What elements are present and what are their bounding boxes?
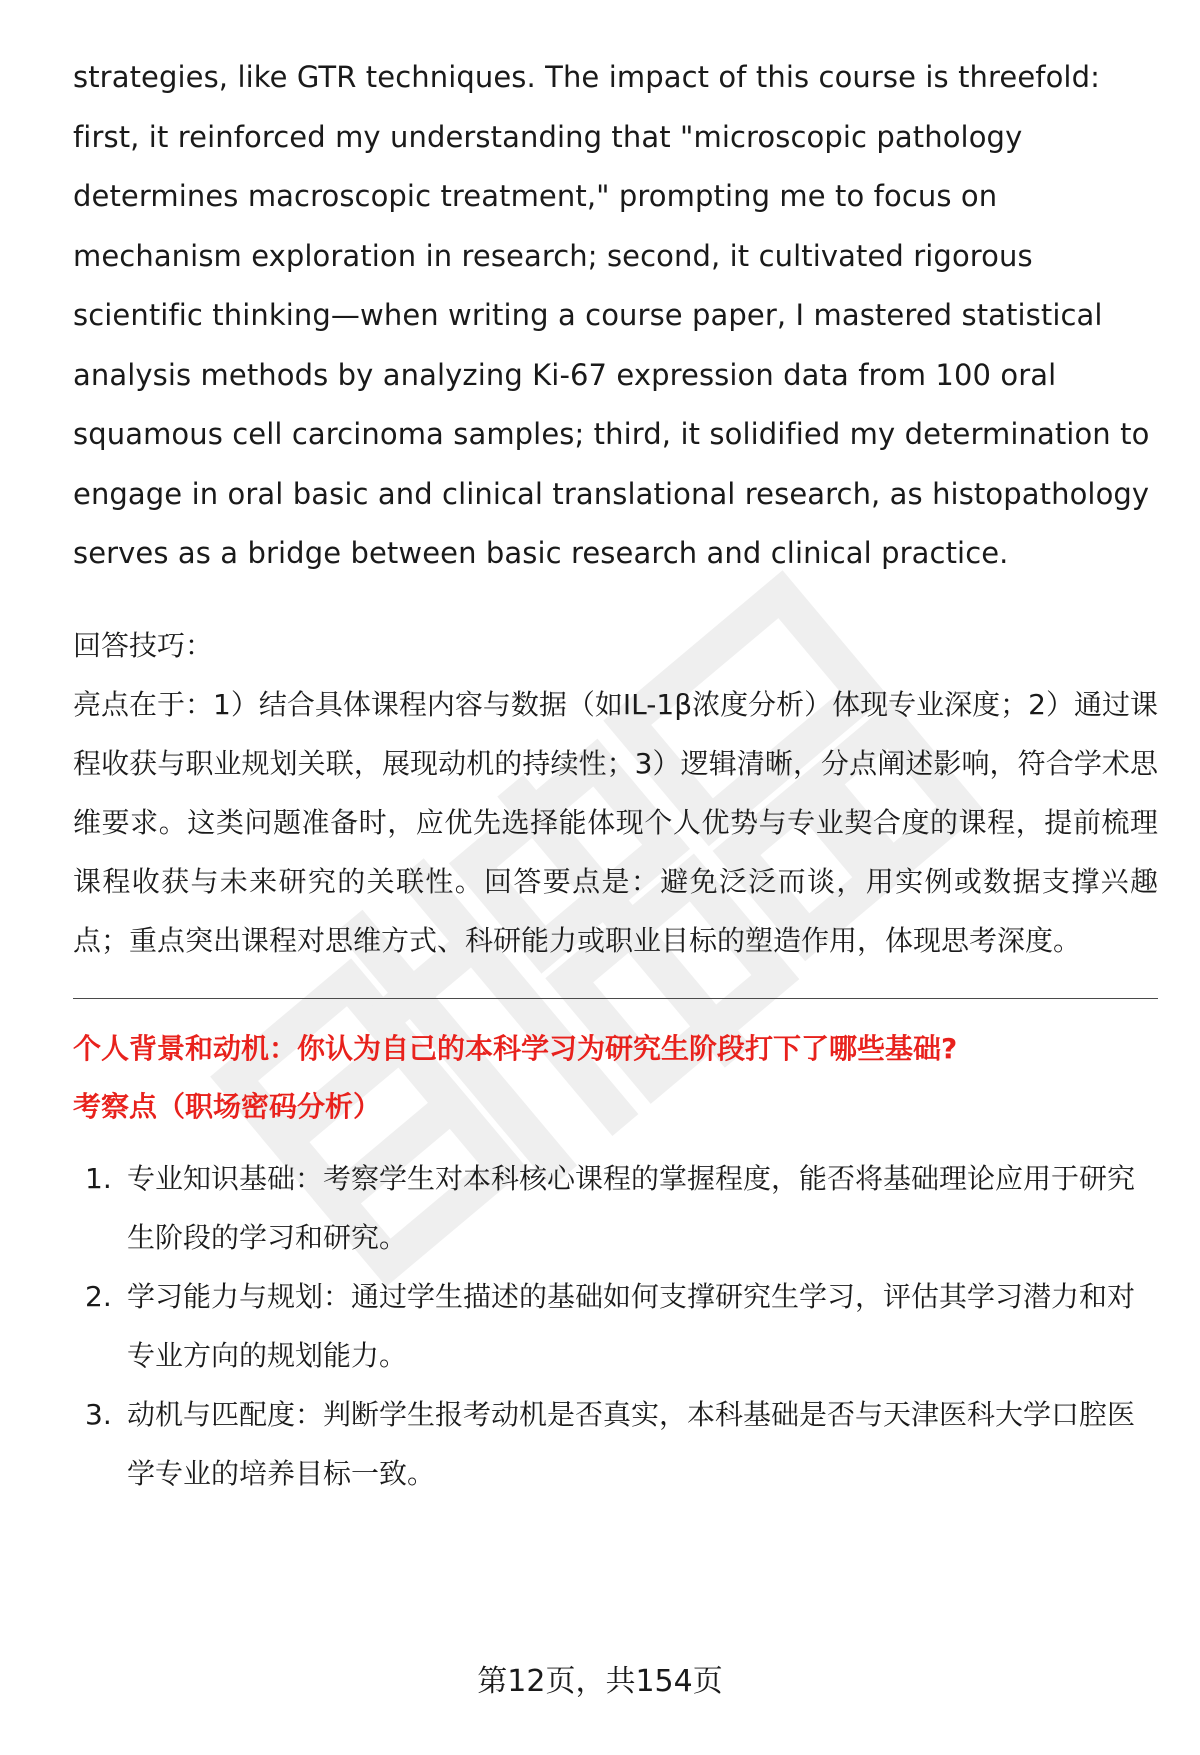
english-answer-paragraph: strategies, like GTR techniques. The impact of this course is threefold: first, it reinforced my understanding that "microscopic pathology determines macroscopic treatment," prompting me to focus on mechanism exploration in research; second, it cultivated rigorous scientific thinking—when writing a course paper, I mastered statistical analysis methods by analyzing Ki-67 expression data from 100 oral squamous cell carcinoma samples; third, it solidified my determination to engage in oral basic and clinical translational research, as histopathology serves as a bridge between basic research and clinical practice. — [73, 60, 1150, 570]
question-heading: 个人背景和动机：你认为自己的本科学习为研究生阶段打下了哪些基础? — [73, 1031, 958, 1065]
list-item-number: 2. — [85, 1279, 112, 1313]
list-item-text: 动机与匹配度：判断学生报考动机是否真实，本科基础是否与天津医科大学口腔医学专业的培养目标一致。 — [127, 1397, 1136, 1490]
section-divider — [73, 998, 1158, 999]
list-item — [73, 1385, 1158, 1503]
main-content — [73, 48, 1158, 1503]
assessment-points-list — [73, 1149, 1158, 1503]
list-item-number: 1. — [85, 1161, 112, 1195]
list-item-text: 学习能力与规划：通过学生描述的基础如何支撑研究生学习，评估其学习潜力和对专业方向的规划能力。 — [127, 1279, 1136, 1372]
assessment-points-heading: 考察点（职场密码分析） — [73, 1089, 382, 1123]
list-item — [73, 1267, 1158, 1385]
page-number-footer: 第12页，共154页 — [477, 1664, 723, 1699]
list-item-text: 专业知识基础：考察学生对本科核心课程的掌握程度，能否将基础理论应用于研究生阶段的学习和研究。 — [127, 1161, 1136, 1254]
answer-tips-title: 回答技巧： — [73, 628, 214, 662]
list-item — [73, 1149, 1158, 1267]
list-item-number: 3. — [85, 1397, 112, 1431]
answer-tips-body: 亮点在于：1）结合具体课程内容与数据（如IL-1β浓度分析）体现专业深度；2）通过课程收获与职业规划关联，展现动机的持续性；3）逻辑清晰，分点阐述影响，符合学术思维要求。这类问题准备时，应优先选择能体现个人优势与专业契合度的课程，提前梳理课程收获与未来研究的关联性。回答要点是：避免泛泛而谈，用实例或数据支撑兴趣点；重点突出课程对思维方式、科研能力或职业目标的塑造作用，体现思考深度。 — [73, 687, 1158, 957]
